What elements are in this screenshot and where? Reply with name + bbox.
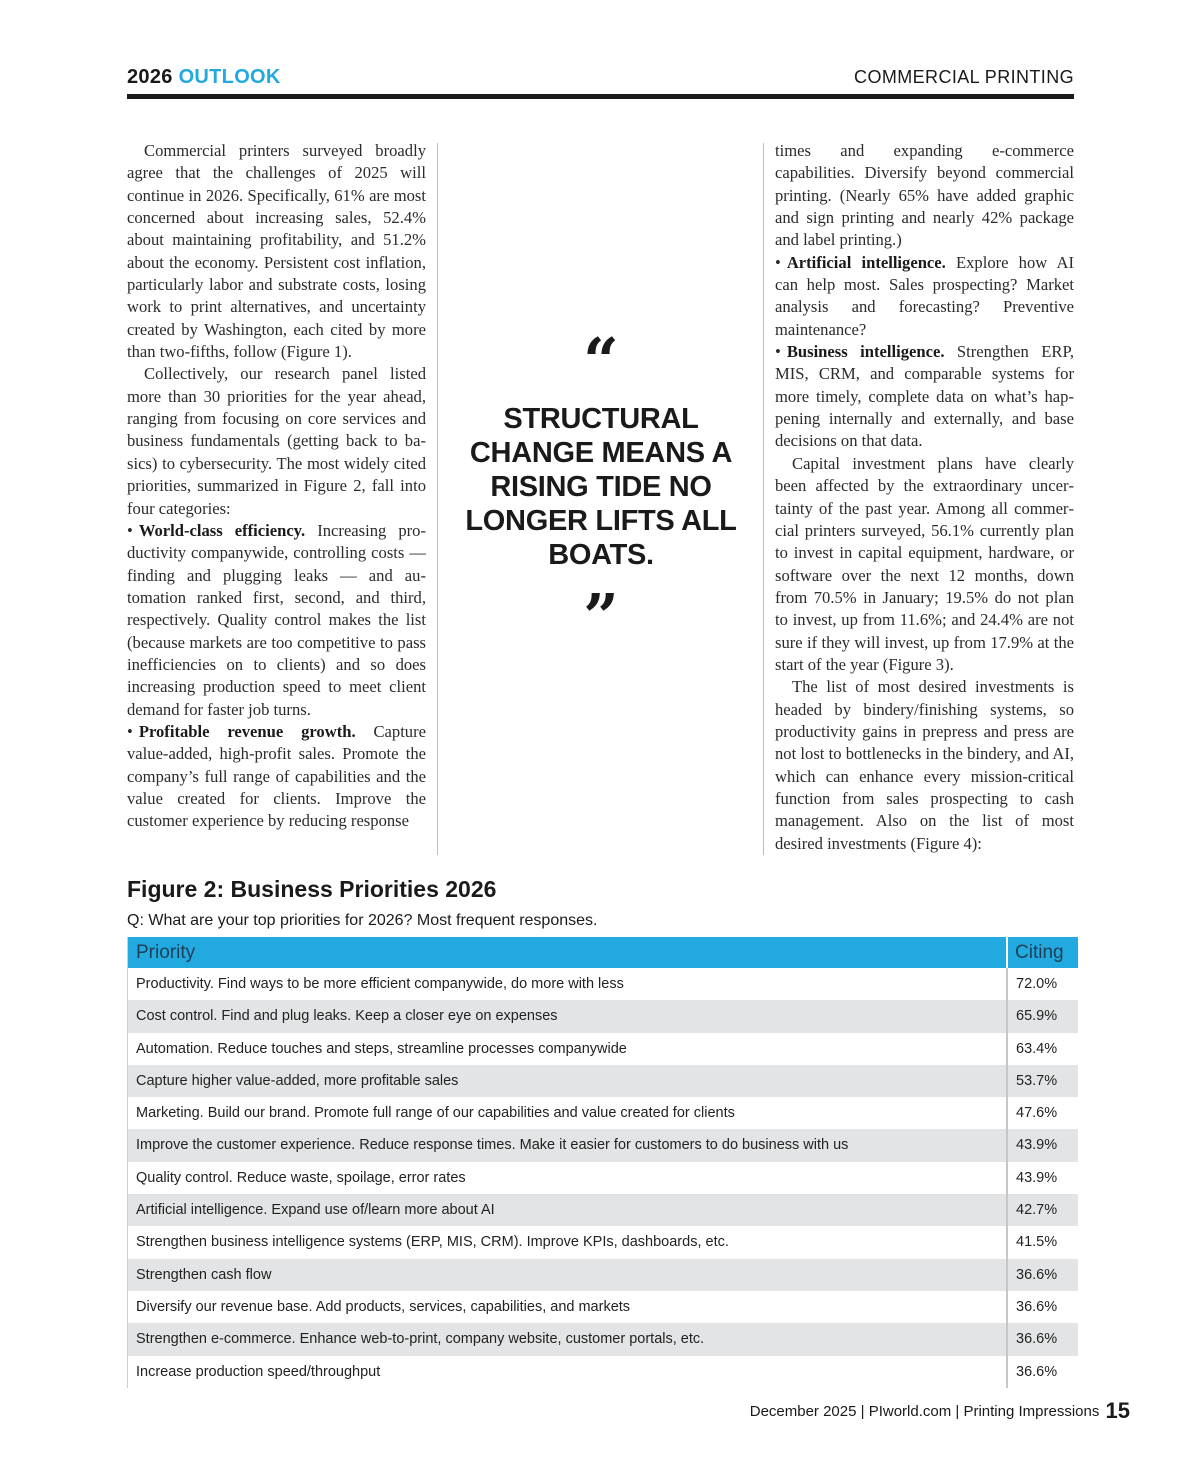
bullet-item	[127, 721, 426, 833]
pull-quote-text: STRUCTURAL CHANGE MEANS A RISING TIDE NO LONGER LIFTS ALL BOATS.	[465, 403, 737, 571]
figure-question: Q: What are your top priorities for 2026? Most frequent responses.	[127, 912, 598, 929]
citing-cell: 47.6%	[1006, 1097, 1078, 1129]
section-year: 2026	[127, 66, 173, 88]
bullet-item	[775, 341, 1074, 453]
citing-cell: 72.0%	[1006, 968, 1078, 1000]
table-row	[128, 1000, 1078, 1032]
bullet-title: Profitable revenue growth.	[138, 721, 356, 741]
bullet-text: Explore how AI can help most. Sales prospecting? Market analysis and forecasting? Preventive maintenance?	[775, 252, 1074, 339]
column-header-priority: Priority	[136, 942, 196, 963]
paragraph: The list of most desired investments is headed by bindery/finishing systems, so productivity gains in prepress and press are not lost to bottlenecks in the bindery, and AI, which can enhance every mission-critical function from sales prospecting to cash management. Also on the list of most desired investments (Figure 4):	[775, 677, 1074, 853]
priority-cell: Productivity. Find ways to be more efficient companywide, do more with less	[136, 976, 624, 992]
open-quote-icon: “	[583, 324, 619, 397]
citing-cell: 36.6%	[1006, 1323, 1078, 1355]
bullet-text: Capture value-added, high-profit sales. Promote the company’s full range of capabilities and the value created for clients. Improve the customer experience by reducing response	[127, 721, 426, 831]
priorities-table	[127, 937, 1078, 1388]
bullet-text: Increasing productivity companywide, controlling costs — finding and plugging leaks — and automation ranked first, second, and third, respectively. Quality control makes the list (because markets are too competitive to pass inefficiencies on to clients) and so does increasing production speed to meet client demand for faster job turns.	[127, 520, 427, 719]
citing-cell: 36.6%	[1006, 1291, 1078, 1323]
priority-cell: Automation. Reduce touches and steps, streamline processes companywide	[136, 1040, 627, 1057]
close-quote-icon: ”	[583, 580, 619, 653]
citing-cell: 41.5%	[1006, 1226, 1078, 1258]
column-divider	[763, 143, 764, 855]
section-accent: OUTLOOK	[178, 66, 281, 88]
pull-quote	[440, 324, 762, 653]
bullet-title: Business intelligence.	[786, 342, 945, 362]
priority-cell: Strengthen business intelligence systems (ERP, MIS, CRM). Improve KPIs, dashboards, etc.	[136, 1234, 729, 1251]
table-row	[128, 1194, 1078, 1226]
priority-cell: Strengthen e-commerce. Enhance web-to-print, company website, customer portals, etc.	[136, 1331, 705, 1348]
citing-cell: 65.9%	[1006, 1000, 1078, 1032]
citing-cell: 42.7%	[1006, 1194, 1078, 1226]
table-body	[128, 968, 1078, 1388]
bullet-item	[127, 520, 426, 721]
bullet-title: Artificial intelligence.	[786, 252, 946, 272]
priority-cell: Diversify our revenue base. Add products, services, capabilities, and markets	[136, 1298, 631, 1315]
section-label	[127, 66, 281, 89]
priority-cell: Improve the customer experience. Reduce response times. Make it easier for customers to do business with us	[136, 1137, 849, 1154]
column-divider	[437, 143, 438, 855]
table-row	[128, 1065, 1078, 1097]
table-row	[128, 1033, 1078, 1065]
table-row	[128, 1323, 1078, 1355]
paragraph: Collectively, our research panel listed more than 30 priorities for the year ahead, ranging from focusing on core services and business fundamentals (getting back to basics) to cybersecurity. The most widely cited priorities, summarized in Figure 2, fall into four categories:	[127, 364, 426, 518]
citing-cell: 53.7%	[1006, 1065, 1078, 1097]
table-row	[128, 1259, 1078, 1291]
table-row	[128, 1226, 1078, 1258]
priority-cell: Increase production speed/throughput	[136, 1363, 381, 1380]
citing-cell: 36.6%	[1006, 1356, 1078, 1388]
priority-cell: Capture higher value-added, more profitable sales	[136, 1072, 459, 1089]
table-row	[128, 1291, 1078, 1323]
bullet-item	[775, 252, 1074, 341]
table-header	[128, 937, 1078, 968]
figure-title: Figure 2: Business Priorities 2026	[127, 876, 497, 902]
paragraph: times and expanding e-commerce capabilities. Diversify beyond commercial printing. (Nearly 65% have added graphic and sign printing and nearly 42% package and label printing.)	[775, 141, 1074, 250]
table-row	[128, 968, 1078, 1000]
priority-cell: Cost control. Find and plug leaks. Keep a closer eye on expenses	[136, 1008, 558, 1025]
header-rule	[127, 94, 1074, 99]
table-row	[128, 1129, 1078, 1161]
citing-cell: 63.4%	[1006, 1033, 1078, 1065]
citing-cell: 43.9%	[1006, 1162, 1078, 1194]
article-column-left	[127, 140, 426, 833]
page-header	[127, 66, 1074, 90]
priority-cell: Quality control. Reduce waste, spoilage, error rates	[136, 1169, 466, 1186]
table-row	[128, 1162, 1078, 1194]
priority-cell: Artificial intelligence. Expand use of/learn more about AI	[136, 1202, 495, 1219]
table-row	[128, 1356, 1078, 1388]
citing-cell: 36.6%	[1006, 1259, 1078, 1291]
priority-cell: Marketing. Build our brand. Promote full range of our capabilities and value created for clients	[136, 1105, 735, 1122]
page-number: 15	[1105, 1398, 1130, 1423]
bullet-text: Strengthen ERP, MIS, CRM, and comparable systems for more timely, complete data on what’s happening internally and externally, and base decisions on that data.	[775, 342, 1074, 451]
page-footer	[750, 1398, 1130, 1424]
category-label: COMMERCIAL PRINTING	[854, 67, 1074, 87]
paragraph: Commercial printers surveyed broadly agree that the challenges of 2025 will continue in 2026. Specifically, 61% are most concerned about increasing sales, 52.4% about maintaining profitability, and 51.2% about the economy. Persistent cost inflation, particularly labor and substrate costs, losing work to print alternatives, and uncertainty created by Washington, each cited by more than two-fifths, follow (Figure 1).	[127, 141, 426, 362]
table-row	[128, 1097, 1078, 1129]
bullet-title: World-class efficiency.	[138, 520, 306, 540]
priority-cell: Strengthen cash flow	[136, 1266, 272, 1283]
article-column-right	[775, 140, 1074, 855]
footer-text: December 2025 | PIworld.com | Printing Impressions	[749, 1403, 1100, 1420]
citing-cell: 43.9%	[1006, 1129, 1078, 1161]
paragraph: Capital investment plans have clearly been affected by the extraordinary uncertainty of the past year. Among all commercial printers surveyed, 56.1% currently plan to invest in capital equipment, hardware, or software over the next 12 months, down from 70.5% in January; 19.5% do not plan to invest, up from 11.6%; and 24.4% are not sure if they will invest, up from 17.9% at the start of the year (Figure 3).	[775, 453, 1074, 674]
column-header-citing: Citing	[1006, 937, 1078, 968]
